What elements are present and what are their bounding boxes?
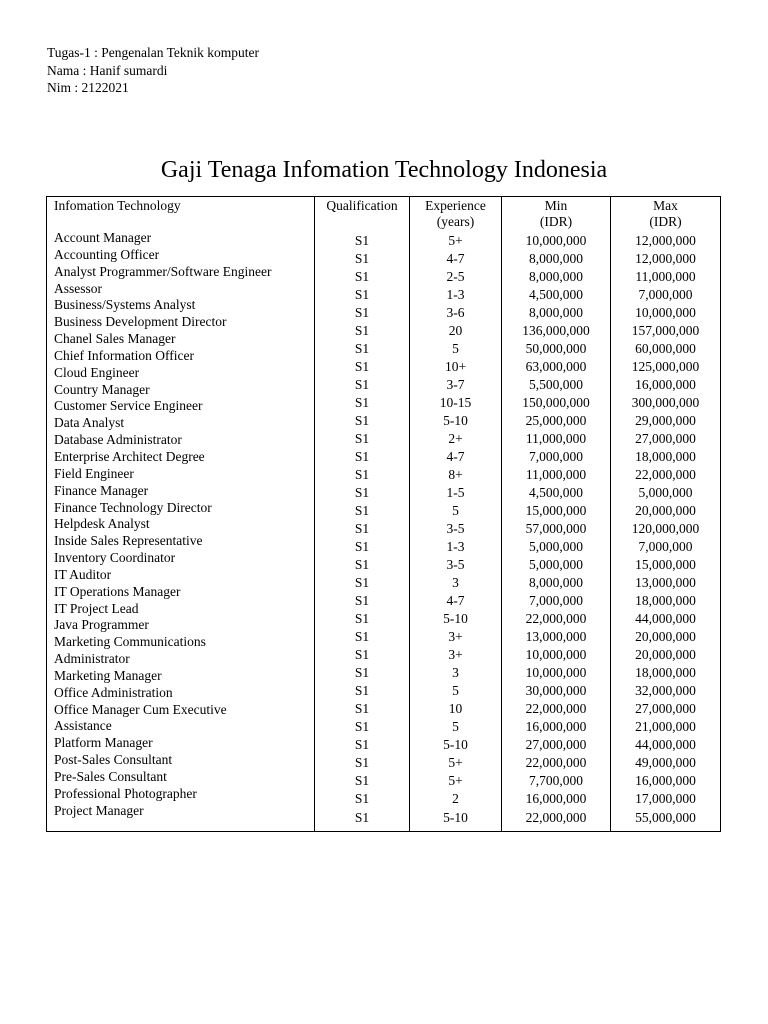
table-cell: 150,000,000 <box>522 395 590 411</box>
min-salary-column <box>501 197 610 831</box>
job-list <box>47 230 314 820</box>
table-cell: 44,000,000 <box>635 611 696 627</box>
table-cell: 5,000,000 <box>529 539 583 555</box>
table-cell: Helpdesk Analyst <box>54 516 150 532</box>
table-cell: Post-Sales Consultant <box>54 752 173 768</box>
max-salary-list <box>611 232 720 827</box>
table-cell: Accounting Officer <box>54 246 160 262</box>
table-cell: Cloud Engineer <box>54 364 140 380</box>
table-cell: S1 <box>354 485 370 501</box>
table-cell: 5+ <box>448 755 463 771</box>
table-cell: S1 <box>354 521 370 537</box>
table-cell: Inventory Coordinator <box>54 550 176 566</box>
table-cell: S1 <box>354 323 370 339</box>
table-cell: 10,000,000 <box>525 647 587 663</box>
salary-table <box>46 196 721 832</box>
table-cell: 44,000,000 <box>635 737 696 753</box>
table-cell: S1 <box>354 287 370 303</box>
table-cell: 8,000,000 <box>529 305 583 321</box>
table-cell: 22,000,000 <box>525 701 587 717</box>
table-cell: 13,000,000 <box>635 575 696 591</box>
table-cell: 20,000,000 <box>635 629 696 645</box>
table-cell: 2 <box>452 791 459 807</box>
table-cell: 20,000,000 <box>635 647 696 663</box>
experience-list <box>410 232 501 827</box>
table-cell: S1 <box>354 467 370 483</box>
table-cell: 3-7 <box>446 377 465 393</box>
table-cell: Java Programmer <box>54 617 149 633</box>
table-cell: S1 <box>354 251 370 267</box>
table-cell: 4,500,000 <box>529 287 583 303</box>
table-cell: S1 <box>354 305 370 321</box>
table-cell: 50,000,000 <box>525 341 587 357</box>
table-cell: 4,500,000 <box>529 485 583 501</box>
table-cell: 7,000,000 <box>529 593 583 609</box>
table-cell: 3 <box>452 575 459 591</box>
table-cell: 20,000,000 <box>635 503 696 519</box>
table-cell: Account Manager <box>54 230 152 245</box>
max-salary-column <box>610 197 720 831</box>
table-cell: 30,000,000 <box>525 683 587 699</box>
table-cell: S1 <box>354 683 370 699</box>
min-salary-list <box>502 232 610 827</box>
table-cell: Enterprise Architect Degree <box>54 448 205 464</box>
table-cell: 57,000,000 <box>525 521 587 537</box>
table-cell: 13,000,000 <box>525 629 587 645</box>
table-cell: IT Project Lead <box>54 600 139 616</box>
table-cell: 5-10 <box>443 737 468 753</box>
table-cell: 10,000,000 <box>525 233 587 248</box>
table-cell: S1 <box>354 431 370 447</box>
table-cell: 18,000,000 <box>635 593 696 609</box>
table-cell: 22,000,000 <box>525 755 587 771</box>
table-cell: 3-6 <box>446 305 465 321</box>
table-cell: S1 <box>354 773 370 789</box>
table-cell: Customer Service Engineer <box>54 398 203 414</box>
table-cell: 20 <box>448 323 463 339</box>
table-cell: Chief Information Officer <box>54 347 194 363</box>
table-cell: 22,000,000 <box>635 467 696 483</box>
table-cell: 5,000,000 <box>529 557 583 573</box>
table-cell: 4-7 <box>446 251 465 267</box>
table-cell: Assistance <box>54 718 112 734</box>
table-cell: Database Administrator <box>54 432 182 448</box>
experience-column-header: Experience (years) <box>425 198 486 229</box>
table-cell: 32,000,000 <box>635 683 696 699</box>
table-cell: 11,000,000 <box>635 269 696 285</box>
table-cell: 11,000,000 <box>525 467 587 483</box>
table-cell: S1 <box>354 647 370 663</box>
table-cell: 2-5 <box>446 269 465 285</box>
table-cell: Finance Technology Director <box>54 499 212 515</box>
table-cell: S1 <box>354 809 370 825</box>
table-cell: 5-10 <box>443 413 468 429</box>
table-cell: 29,000,000 <box>635 413 696 429</box>
table-cell: 1-3 <box>446 287 465 303</box>
table-cell: S1 <box>354 719 370 735</box>
table-cell: S1 <box>354 701 370 717</box>
table-cell: 157,000,000 <box>631 323 700 339</box>
table-cell: Pre-Sales Consultant <box>54 769 167 784</box>
table-cell: S1 <box>354 629 370 645</box>
table-cell: S1 <box>354 413 370 429</box>
table-cell: 136,000,000 <box>522 323 590 339</box>
table-cell: Business/Systems Analyst <box>54 297 196 313</box>
max-salary-column-header: Max (IDR) <box>649 198 682 229</box>
table-cell: 25,000,000 <box>525 413 587 429</box>
table-cell: S1 <box>354 665 370 681</box>
job-column <box>47 197 314 831</box>
student-name-line: Nama : Hanif sumardi <box>47 62 168 78</box>
table-cell: Field Engineer <box>54 465 134 481</box>
qualification-list <box>315 232 409 827</box>
table-cell: Finance Manager <box>54 482 149 498</box>
table-cell: 7,000,000 <box>529 449 583 465</box>
table-cell: 8,000,000 <box>529 251 583 267</box>
student-id-line: Nim : 2122021 <box>47 80 129 95</box>
table-cell: S1 <box>354 377 370 393</box>
table-cell: 60,000,000 <box>635 341 696 357</box>
assignment-line: Tugas-1 : Pengenalan Teknik komputer <box>47 45 260 60</box>
table-cell: S1 <box>354 575 370 591</box>
table-cell: 17,000,000 <box>635 791 696 807</box>
table-cell: Office Administration <box>54 684 173 700</box>
table-cell: 12,000,000 <box>635 233 696 248</box>
table-cell: Business Development Director <box>54 314 227 330</box>
table-cell: S1 <box>354 737 370 753</box>
table-cell: 3+ <box>448 629 463 645</box>
table-cell: S1 <box>354 791 370 807</box>
table-cell: 63,000,000 <box>525 359 587 375</box>
table-cell: S1 <box>354 593 370 609</box>
table-cell: S1 <box>354 449 370 465</box>
table-cell: S1 <box>354 539 370 555</box>
table-cell: 3 <box>452 665 459 681</box>
table-cell: 15,000,000 <box>525 503 587 519</box>
table-cell: 1-3 <box>446 539 465 555</box>
table-cell: 4-7 <box>446 593 465 609</box>
table-cell: 10,000,000 <box>635 305 696 321</box>
table-cell: 27,000,000 <box>525 737 587 753</box>
table-cell: 1-5 <box>446 485 465 501</box>
table-cell: 120,000,000 <box>631 521 700 537</box>
table-cell: IT Operations Manager <box>54 583 181 599</box>
qualification-column-header: Qualification <box>326 198 398 213</box>
table-cell: S1 <box>354 557 370 573</box>
table-cell: 3+ <box>448 647 463 663</box>
table-cell: IT Auditor <box>54 566 112 582</box>
table-cell: Marketing Communications <box>54 634 206 650</box>
table-cell: 27,000,000 <box>635 701 696 717</box>
table-cell: 5,000,000 <box>638 485 693 501</box>
table-cell: 10-15 <box>439 395 472 411</box>
table-cell: Country Manager <box>54 381 150 397</box>
table-cell: 21,000,000 <box>635 719 696 735</box>
table-cell: 4-7 <box>446 449 465 465</box>
table-cell: S1 <box>354 341 370 357</box>
table-cell: 16,000,000 <box>635 773 696 789</box>
table-cell: 16,000,000 <box>525 791 587 807</box>
table-cell: 8,000,000 <box>529 269 583 285</box>
table-cell: S1 <box>354 395 370 411</box>
table-cell: 10 <box>448 701 463 717</box>
table-cell: 5-10 <box>443 611 468 627</box>
table-cell: S1 <box>354 755 370 771</box>
table-cell: S1 <box>354 611 370 627</box>
qualification-column <box>314 197 409 831</box>
table-cell: Assessor <box>54 280 103 296</box>
table-cell: 10,000,000 <box>525 665 587 681</box>
table-cell: 5 <box>452 341 459 357</box>
table-cell: 3-5 <box>446 557 465 573</box>
table-cell: Platform Manager <box>54 735 153 751</box>
table-cell: 16,000,000 <box>525 719 587 735</box>
table-cell: Marketing Manager <box>54 667 162 683</box>
table-cell: Inside Sales Representative <box>54 533 203 549</box>
table-cell: 10+ <box>444 359 467 375</box>
table-cell: Project Manager <box>54 802 144 818</box>
table-cell: 8+ <box>448 467 463 483</box>
table-cell: 125,000,000 <box>631 359 700 375</box>
table-cell: 55,000,000 <box>635 809 696 825</box>
table-cell: S1 <box>354 359 370 375</box>
table-cell: 7,000,000 <box>638 539 693 555</box>
table-cell: Office Manager Cum Executive <box>54 701 227 717</box>
table-cell: 16,000,000 <box>635 377 696 393</box>
job-column-header: Infomation Technology <box>54 198 181 213</box>
table-cell: 15,000,000 <box>635 557 696 573</box>
table-cell: 2+ <box>448 431 463 447</box>
table-cell: Analyst Programmer/Software Engineer <box>54 263 272 279</box>
table-cell: 5+ <box>448 233 463 248</box>
table-cell: 5 <box>452 683 459 699</box>
table-cell: 5 <box>452 503 459 519</box>
table-cell: S1 <box>354 233 370 248</box>
table-cell: 8,000,000 <box>529 575 583 591</box>
table-cell: 18,000,000 <box>635 665 696 681</box>
table-cell: 7,000,000 <box>638 287 693 303</box>
table-cell: 12,000,000 <box>635 251 696 267</box>
document-title: Gaji Tenaga Infomation Technology Indonesia <box>160 157 608 183</box>
table-cell: 5 <box>452 719 459 735</box>
table-cell: 49,000,000 <box>635 755 696 771</box>
document-header <box>47 44 259 97</box>
table-cell: S1 <box>354 503 370 519</box>
table-cell: Chanel Sales Manager <box>54 331 176 347</box>
table-cell: 3-5 <box>446 521 465 537</box>
table-cell: 22,000,000 <box>525 809 587 825</box>
table-cell: 5,500,000 <box>529 377 583 393</box>
table-cell: S1 <box>354 269 370 285</box>
table-cell: Professional Photographer <box>54 785 197 801</box>
table-cell: 22,000,000 <box>525 611 587 627</box>
table-cell: 5+ <box>448 773 463 789</box>
table-cell: 11,000,000 <box>525 431 587 447</box>
min-salary-column-header: Min (IDR) <box>539 198 573 229</box>
table-cell: Data Analyst <box>54 415 125 431</box>
table-cell: 5-10 <box>443 809 468 825</box>
table-cell: 27,000,000 <box>635 431 696 447</box>
table-cell: Administrator <box>54 651 130 667</box>
table-cell: 7,700,000 <box>529 773 583 789</box>
table-cell: 300,000,000 <box>631 395 700 411</box>
experience-column <box>409 197 501 831</box>
table-cell: 18,000,000 <box>635 449 696 465</box>
